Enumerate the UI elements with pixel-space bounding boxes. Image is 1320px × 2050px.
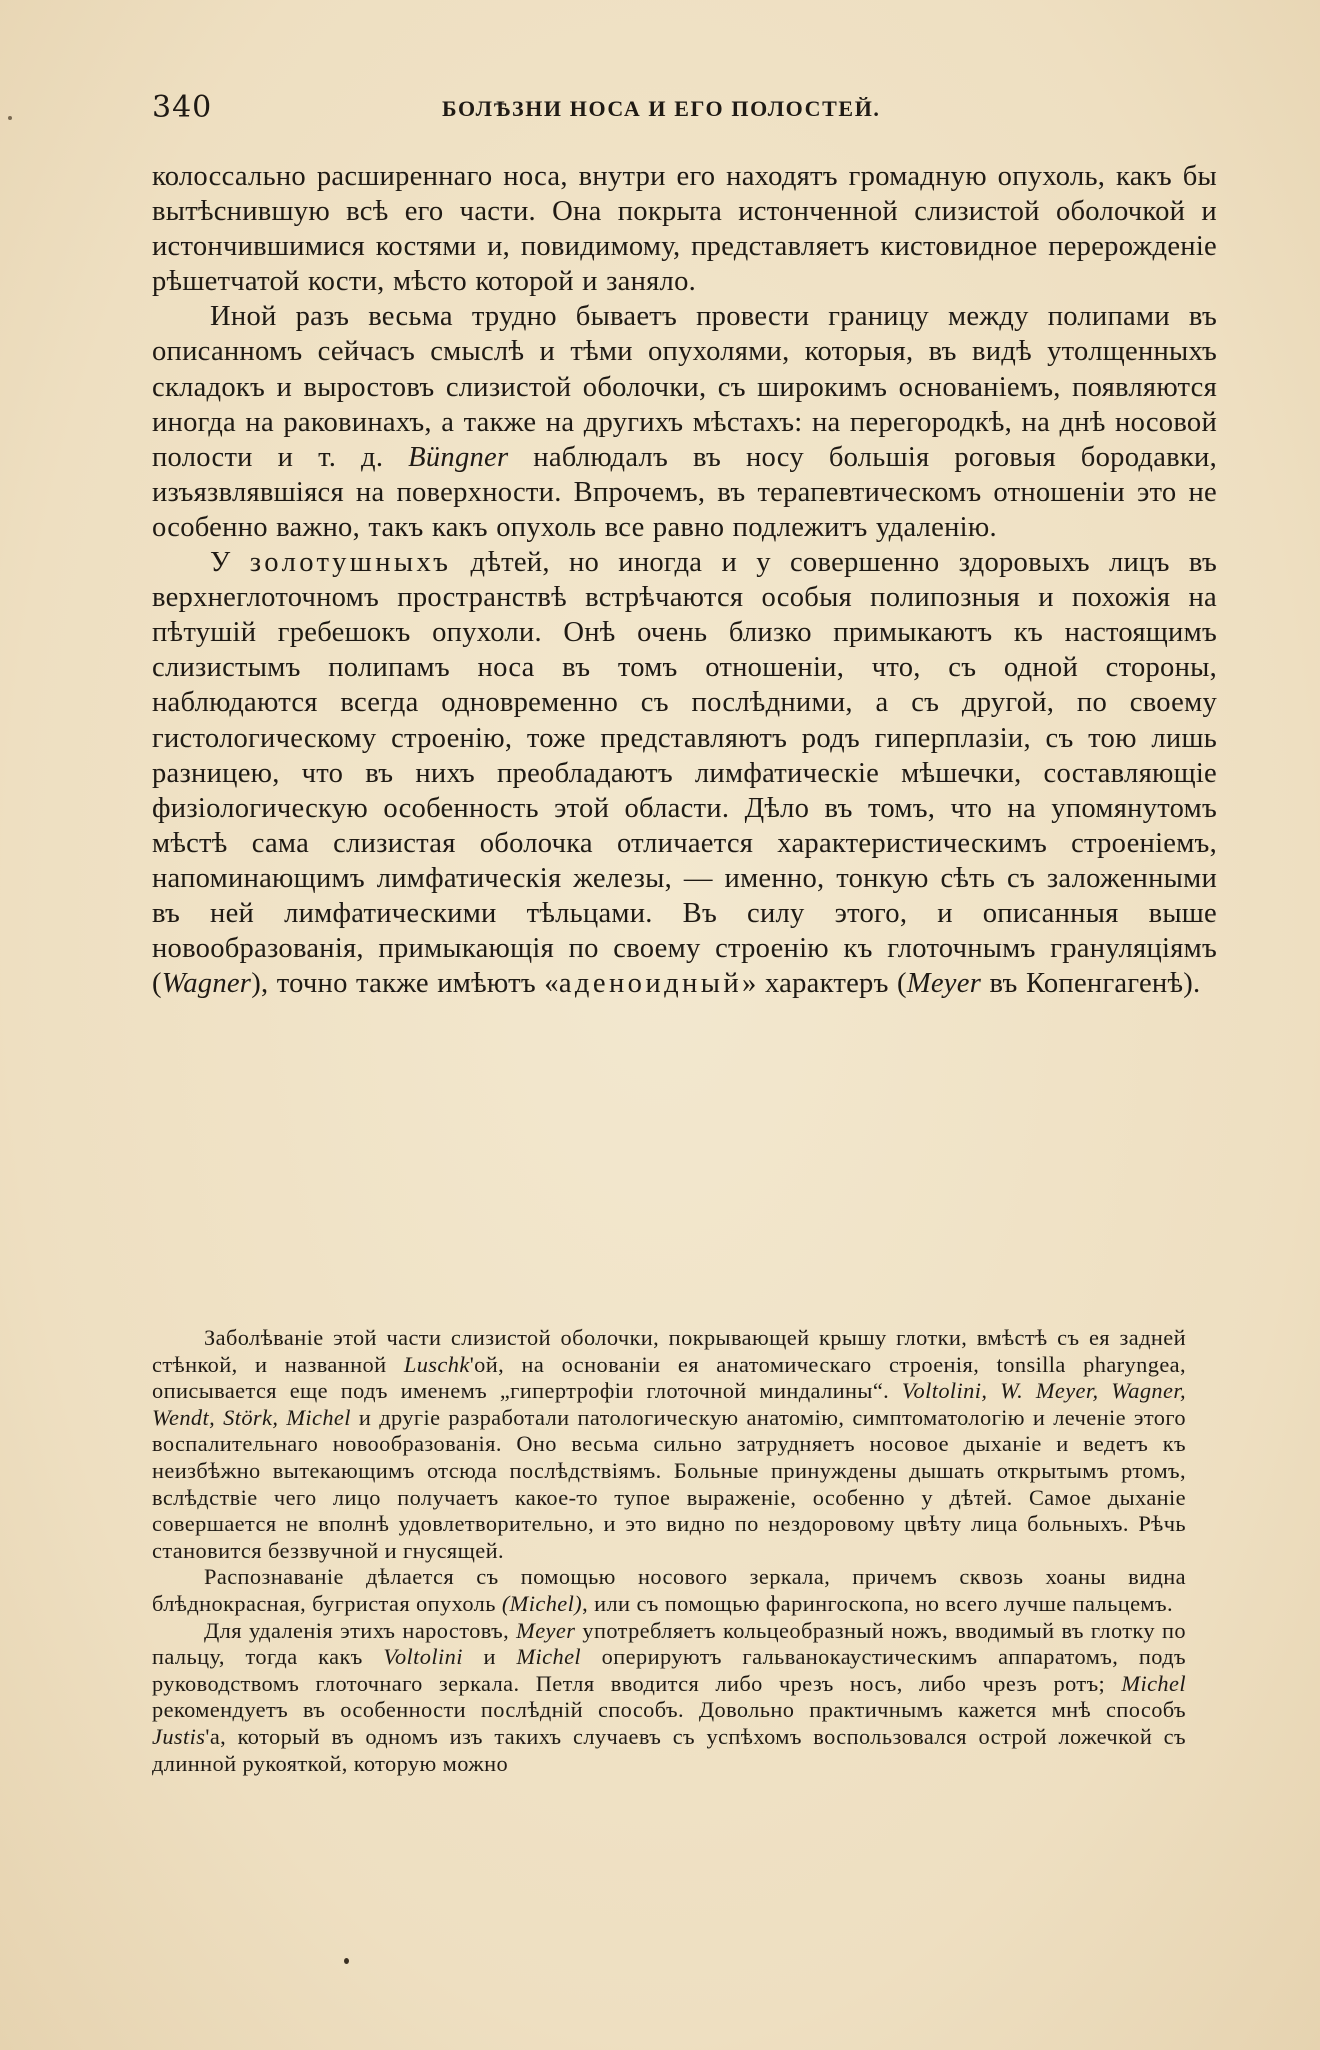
paragraph-1 bbox=[152, 159, 1217, 299]
paragraph-2-text-a: Иной разъ весьма трудно бываетъ провести границу между полипами въ описанномъ сейчасъ смыслѣ и тѣми опухолями, которыя, въ видѣ утолщенныхъ складокъ и выростовъ слизистой оболочки, съ широкимъ основаніемъ, появляются иногда на раковинахъ, а также на другихъ мѣстахъ: на перегородкѣ, на днѣ носовой полости и т. д. bbox=[152, 301, 1217, 473]
author-name: Wagner bbox=[161, 968, 252, 1000]
spaced-term: аденоидный bbox=[558, 968, 743, 1000]
page-number: 340 bbox=[152, 90, 213, 125]
author-name: Michel bbox=[516, 1644, 582, 1670]
note-3 bbox=[152, 1618, 1186, 1778]
note-3-text-b: употребляетъ кольцеобразный ножъ, вводимый въ глотку по пальцу, тогда какъ bbox=[152, 1617, 1186, 1670]
paragraph-3-text-e: въ Копенгагенѣ). bbox=[981, 968, 1201, 1000]
author-name: Meyer bbox=[516, 1617, 576, 1643]
spaced-term: золотушныхъ bbox=[249, 547, 452, 579]
paragraph-2-text-b: наблюдалъ въ носу большія роговыя бородавки, изъязвлявшіяся на поверхности. Впрочемъ, въ терапевтическомъ отношеніи это не особенно важно, такъ какъ опухоль все равно подлежитъ удаленію. bbox=[152, 441, 1218, 543]
small-print-notes bbox=[152, 1325, 1186, 1777]
author-name: Büngner bbox=[408, 441, 509, 473]
margin-speck bbox=[8, 116, 12, 120]
note-3-text-d: оперируютъ гальванокаустическимъ аппаратомъ, подъ руководствомъ глоточнаго зеркала. Петля вводится либо чрезъ носъ, либо чрезъ ротъ; bbox=[152, 1644, 1186, 1696]
note-3-text-c: и bbox=[462, 1644, 517, 1670]
note-2-text-a: Распознаваніе дѣлается съ помощью носового зеркала, причемъ сквозь хоаны видна блѣднокрасная, бугристая опухоль bbox=[152, 1564, 1186, 1616]
note-1 bbox=[152, 1325, 1186, 1564]
paragraph-3-text-c: ), точно также имѣютъ « bbox=[251, 968, 559, 1000]
note-3-text-f: 'а, который въ одномъ изъ такихъ случаевъ съ успѣхомъ воспользовался острой ложечкой съ длинной рукояткой, которую можно bbox=[152, 1723, 1186, 1776]
paragraph-2 bbox=[152, 299, 1217, 545]
note-1-text-a: Заболѣваніе этой части слизистой оболочки, покрывающей крышу глотки, вмѣстѣ съ ея задней стѣнкой, и названной bbox=[152, 1325, 1186, 1377]
note-3-text-e: рекомендуетъ въ особенности послѣдній способъ. Довольно практичнымъ кажется мнѣ способъ bbox=[152, 1697, 1186, 1723]
paragraph-3-text-d: » характеръ ( bbox=[742, 968, 907, 1000]
running-head: БОЛѢЗНИ НОСА И ЕГО ПОЛОСТЕЙ. bbox=[442, 96, 881, 121]
author-name: (Michel) bbox=[501, 1590, 583, 1616]
note-1-text-c: и другіе разработали патологическую анатомію, симптоматологію и леченіе этого воспалительнаго новообразованія. Оно весьма сильно затрудняетъ носовое дыханіе и ведетъ къ неизбѣжно вытекающимъ отсюда послѣдствіямъ. Больные принуждены дышать открытымъ ртомъ, вслѣдствіе чего лицо получаетъ какое-то тупое выраженіе, особенно у дѣтей. Самое дыханіе совершается не вполнѣ удовлетворительно, и это видно по нездоровому цвѣту лица больныхъ. Рѣчь становится беззвучной и гнусящей. bbox=[152, 1404, 1186, 1563]
note-2 bbox=[152, 1564, 1186, 1617]
paragraph-3-text-b: дѣтей, но иногда и у совершенно здоровыхъ лицъ въ верхнеглоточномъ пространствѣ встрѣчаются особыя полипозныя и похожія на пѣтушій гребешокъ опухоли. Онѣ очень близко примыкаютъ къ настоящимъ слизистымъ полипамъ носа въ томъ отношеніи, что, съ одной стороны, наблюдаются всегда одновременно съ послѣдними, а съ другой, по своему гистологическому строенію, тоже представляютъ родъ гиперплазіи, съ тою лишь разницею, что въ нихъ преобладаютъ лимфатическіе мѣшечки, составляющіе физіологическую особенность этой области. Дѣло въ томъ, что на упомянутомъ мѣстѣ сама слизистая оболочка отличается характеристическимъ строеніемъ, напоминающимъ лимфатическія железы, — именно, тонкую сѣть съ заложенными въ ней лимфатическими тѣльцами. Въ силу этого, и описанныя выше новообразованія, примыкающія по своему строенію къ глоточнымъ грануляціямъ ( bbox=[152, 547, 1217, 1000]
page-header bbox=[152, 90, 1212, 130]
paragraph-3-text-a: У bbox=[210, 547, 250, 579]
note-3-text-a: Для удаленія этихъ наростовъ, bbox=[204, 1617, 517, 1643]
author-name: Michel bbox=[1121, 1670, 1186, 1696]
author-name: Justis bbox=[152, 1723, 206, 1749]
paragraph-1-text: колоссально расширеннаго носа, внутри его находятъ громадную опухоль, какъ бы вытѣснившую всѣ его части. Она покрыта истонченной слизистой оболочкой и истончившимися костями и, повидимому, представляетъ кистовидное перерожденіе рѣшетчатой кости, мѣсто которой и заняло. bbox=[152, 161, 1217, 298]
main-text bbox=[152, 159, 1217, 1001]
bottom-speck bbox=[344, 1958, 349, 1964]
note-2-text-b: , или съ помощью фарингоскопа, но всего лучше пальцемъ. bbox=[582, 1590, 1173, 1616]
note-1-text-b: 'ой, на основаніи ея анатомическаго строенія, tonsilla pharyngea, описывается еще подъ именемъ „гипертрофіи глоточной миндалины“. bbox=[152, 1351, 1186, 1404]
author-names: Voltolini, W. Meyer, Wagner, Wendt, Störk, Michel bbox=[152, 1378, 1186, 1430]
author-name: Voltolini bbox=[383, 1644, 463, 1670]
author-name: Meyer bbox=[906, 968, 982, 1000]
paragraph-3 bbox=[152, 545, 1217, 1001]
author-name: Luschk bbox=[403, 1351, 470, 1377]
